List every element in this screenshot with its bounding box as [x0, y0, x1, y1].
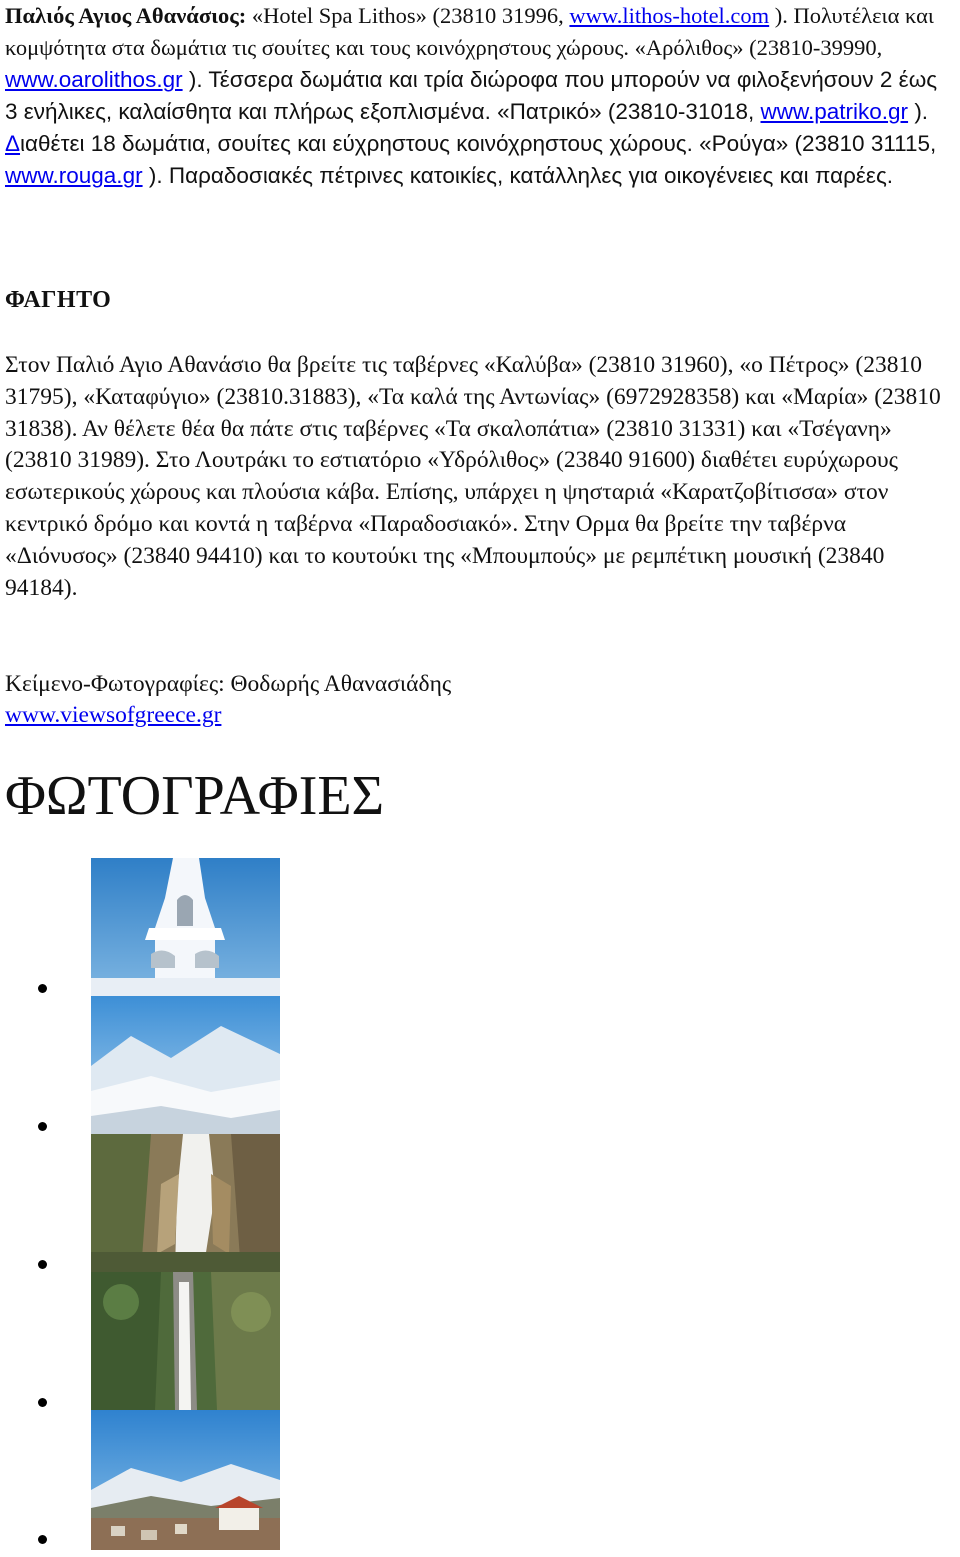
- list-bullet: [38, 1260, 47, 1269]
- photo-snowy-mountain[interactable]: [91, 996, 280, 1134]
- list-bullet: [38, 1535, 47, 1544]
- photo-snowy-bell-tower[interactable]: [91, 858, 280, 996]
- photo-village-mountains[interactable]: [91, 1410, 280, 1550]
- patriko-description: ιαθέτει 18 δωμάτια, σουίτες και εύχρηστους κοινόχρηστους χώρους. «Ρούγα» (23810 31115,: [20, 131, 937, 156]
- food-paragraph: Στον Παλιό Αγιο Αθανάσιο θα βρείτε τις ταβέρνες «Καλύβα» (23810 31960), «ο Πέτρος» (23810 31795), «Καταφύγιο» (23810.31883), «Τα καλά της Αντωνίας» (6972928358) και «Μαρία» (23810 31838). Αν θέλετε θέα θα πάτε στις ταβέρνες «Τα σκαλοπάτια» (23810 31331) και «Τσέγανη» (23810 31989). Στο Λουτράκι το εστιατόριο «Υδρόλιθος» (23840 91600) διαθέτει ευρύχωρους εσωτερικούς χώρους και πλούσια κάβα. Επίσης, υπάρχει η ψησταριά «Καρατζοβίτισσα» στον κεντρικό δρόμο και κοντά η ταβέρνα «Παραδοσιακό». Στην Ορμα θα βρείτε την ταβέρνα «Διόνυσος» (23840 94410) και το κουτούκι της «Μπουμπούς» με ρεμπέτικη μουσική (23840 94184).: [5, 352, 941, 601]
- hotel-lithos-text: «Hotel Spa Lithos» (23810 31996,: [246, 3, 570, 28]
- photo-gallery: [0, 858, 300, 1550]
- patriko-desc-link[interactable]: Δ: [5, 131, 21, 156]
- credits-block: [5, 669, 955, 731]
- list-bullet: [38, 1122, 47, 1131]
- rouga-link[interactable]: www.rouga.gr: [5, 163, 143, 188]
- credits-label: Κείμενο-Φωτογραφίες: Θοδωρής Αθανασιάδης: [5, 671, 452, 697]
- rouga-description: ). Παραδοσιακές πέτρινες κατοικίες, κατάλληλες για οικογένειες και παρέες.: [142, 163, 894, 188]
- lithos-hotel-link[interactable]: www.lithos-hotel.com: [569, 3, 770, 28]
- location-lead: Παλιός Αγιος Αθανάσιος:: [5, 3, 247, 28]
- arolithos-description: ). Τέσσερα δωμάτια και τρία διώροφα που μπορούν να φιλοξενήσουν 2 έως 3 ενήλικες, καλαίσθητα και πλήρως εξοπλισμένα. «Πατρικό» (23810-31018,: [5, 67, 938, 124]
- patriko-link[interactable]: www.patriko.gr: [760, 99, 909, 124]
- oarolithos-link[interactable]: www.oarolithos.gr: [5, 67, 183, 92]
- photos-title: ΦΩΤΟΓΡΑΦΙΕΣ: [5, 765, 385, 827]
- photo-waterfall-rocks[interactable]: [91, 1134, 280, 1272]
- food-heading: ΦΑΓΗΤΟ: [5, 287, 112, 313]
- accommodation-paragraph: [5, 0, 955, 192]
- viewsofgreece-link[interactable]: www.viewsofgreece.gr: [5, 702, 222, 728]
- lithos-description: ). Πολυτέλεια και κομψότητα στα δωμάτια τις σουίτες και τους κοινόχρηστους χώρους. «Αρόλιθος» (23810-39990,: [5, 3, 934, 60]
- list-bullet: [38, 1398, 47, 1407]
- photo-waterfall-gorge[interactable]: [91, 1272, 280, 1410]
- list-bullet: [38, 984, 47, 993]
- patriko-close: ).: [908, 99, 929, 124]
